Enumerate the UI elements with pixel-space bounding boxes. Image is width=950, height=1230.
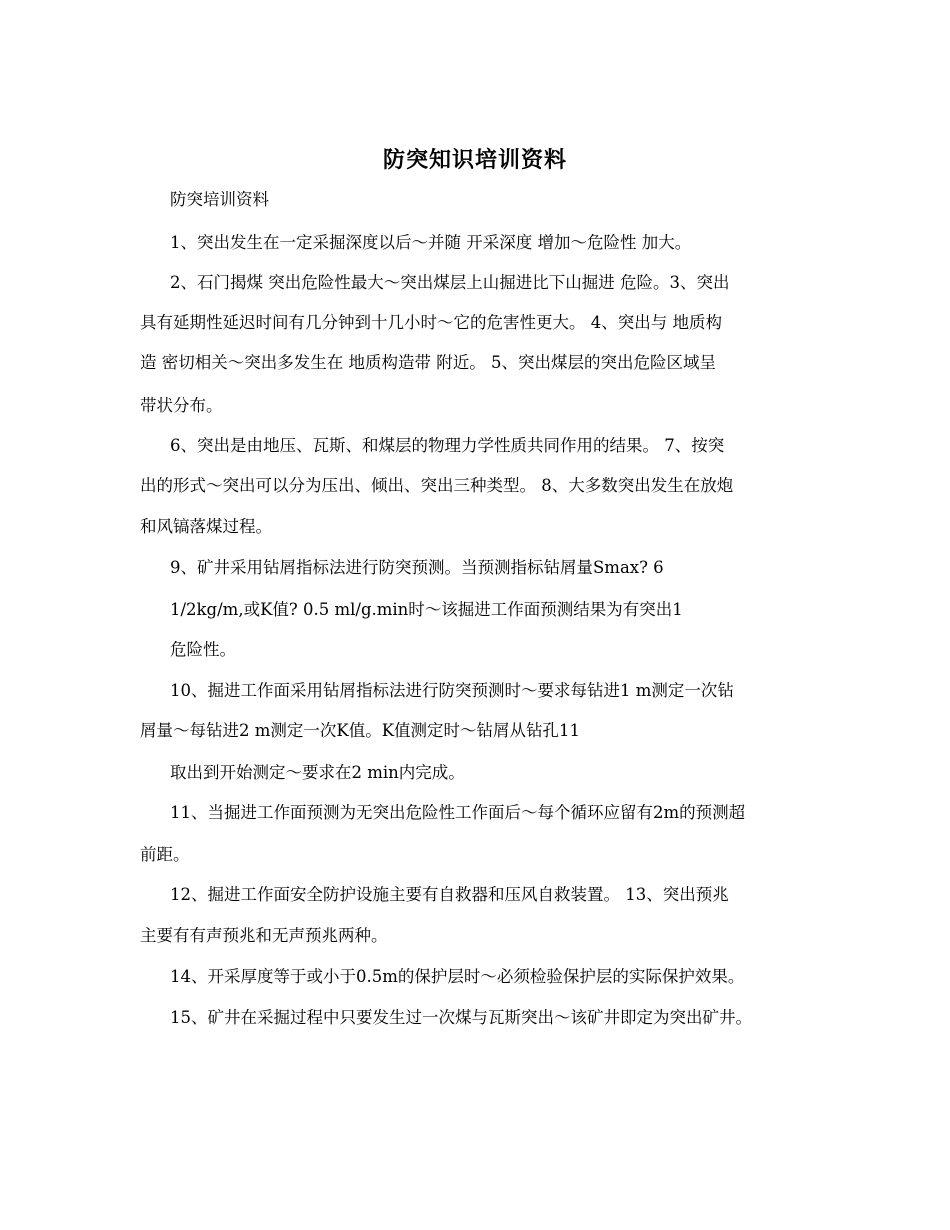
text-line: 取出到开始测定～要求在2 min内完成。 [170,763,465,782]
text-line: 2、石门揭煤 突出危险性最大～突出煤层上山掘进比下山掘进 危险。3、突出 [170,273,730,292]
text-line: 14、开采厚度等于或小于0.5m的保护层时～必须检验保护层的实际保护效果。 [170,967,745,986]
text-line: 屑量～每钻进2 m测定一次K值。K值测定时～钻屑从钻孔11 [140,721,581,740]
text-line: 主要有有声预兆和无声预兆两种。 [140,926,388,945]
text-line: 造 密切相关～突出多发生在 地质构造带 附近。 5、突出煤层的突出危险区域呈 [140,353,716,372]
text-line: 和风镐落煤过程。 [140,517,272,536]
text-line: 6、突出是由地压、瓦斯、和煤层的物理力学性质共同作用的结果。 7、按突 [170,436,725,455]
text-line: 9、矿井采用钻屑指标法进行防突预测。当预测指标钻屑量Smax? 6 [170,558,664,577]
text-line: 带状分布。 [140,396,223,415]
text-line: 危险性。 [170,640,236,659]
text-line: 1、突出发生在一定采掘深度以后～并随 开采深度 增加～危险性 加大。 [170,233,692,252]
document-title: 防突知识培训资料 [382,147,567,173]
text-line: 前距。 [140,845,190,864]
text-line: 防突培训资料 [170,190,269,209]
text-line: 11、当掘进工作面预测为无突出危险性工作面后～每个循环应留有2m的预测超 [170,803,746,822]
text-line: 1/2kg/m,或K值? 0.5 ml/g.min时～该掘进工作面预测结果为有突出1 [170,600,683,619]
text-line: 12、掘进工作面安全防护设施主要有自救器和压风自救装置。 13、突出预兆 [170,885,729,904]
text-line: 10、掘进工作面采用钻屑指标法进行防突预测时～要求每钻进1 m测定一次钻 [170,681,734,700]
text-line: 出的形式～突出可以分为压出、倾出、突出三种类型。 8、大多数突出发生在放炮 [140,476,734,495]
text-line: 具有延期性延迟时间有几分钟到十几小时～它的危害性更大。 4、突出与 地质构 [140,313,722,332]
text-line: 15、矿井在采掘过程中只要发生过一次煤与瓦斯突出～该矿井即定为突出矿井。 [170,1008,752,1027]
